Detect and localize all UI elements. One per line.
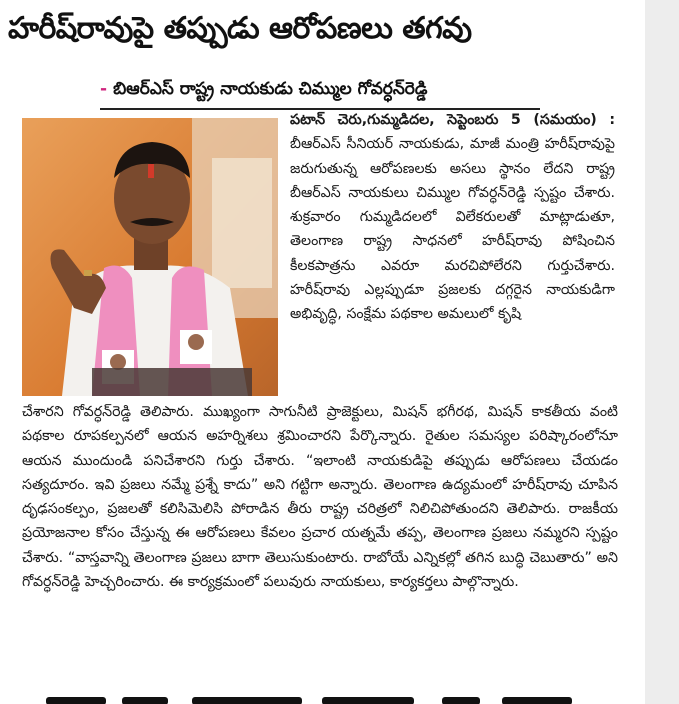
page-margin-strip xyxy=(645,0,679,704)
cropped-glyph xyxy=(122,697,168,704)
article-photo xyxy=(22,118,278,396)
cropped-glyph xyxy=(192,697,302,704)
photo-badge-face-right xyxy=(188,334,204,350)
article-body-full: చేశారని గోవర్ధన్‌రెడ్డి తెలిపారు. ముఖ్యంగా సాగునీటి ప్రాజెక్టులు, మిషన్ భగీరథ, మిషన్ కాకతీయ వంటి పథకాల రూపకల్పనలో ఆయన అహర్నిశలు శ్రమించారని పేర్కొన్నారు. రైతుల సమస్యల పరిష్కారంలోనూ ఆయన ముందుండి పనిచేశారని గుర్తు చేశారు. “ఇలాంటి నాయకుడిపై తప్పుడు ఆరోపణలు చేయడం సత్యదూరం. ఇవి ప్రజలు నమ్మే ప్రశ్నే కాదు” అని గట్టిగా అన్నారు. తెలంగాణ ఉద్యమంలో హరీష్‌రావు చూపిన దృఢసంకల్పం, ప్రజలతో కలిసిమెలిసి పోరాడిన తీరు రాష్ట్ర చరిత్రలో నిలిచిపోతుందని తెలిపారు. రాజకీయ ప్రయోజనాల కోసం చేస్తున్న ఈ ఆరోపణలు కేవలం ప్రచార యత్నమే తప్ప, తెలంగాణ ప్రజలు నమ్మరని స్పష్టం చేశారు. “వాస్తవాన్ని తెలంగాణ ప్రజలు బాగా తెలుసుకుంటారు. రాబోయే ఎన్నికల్లో తగిన బుద్ధి చెబుతారు” అని గోవర్ధన్‌రెడ్డి హెచ్చరించారు. ఈ కార్యక్రమంలో పలువురు నాయకులు, కార్యకర్తలు పాల్గొన్నారు. xyxy=(22,404,618,591)
article-headline: హరీష్‌రావుపై తప్పుడు ఆరోపణలు తగవు xyxy=(8,11,472,46)
next-headline-cropped xyxy=(22,692,618,704)
photo-ring xyxy=(84,270,92,276)
cropped-glyph xyxy=(46,697,106,704)
article-body-right: బీఆర్ఎస్ సీనియర్ నాయకుడు, మాజీ మంత్రి హరీష్‌రావుపై జరుగుతున్న ఆరోపణలకు అసలు స్థానం లేదని రాష్ట్ర బీఆర్ఎస్ నాయకులు చిమ్ముల గోవర్ధన్‌రెడ్డి స్పష్టం చేశారు. శుక్రవారం గుమ్మడిదలలో విలేకరులతో మాట్లాడుతూ, తెలంగాణ రాష్ట్ర సాధనలో హరీష్‌రావు పోషించిన కీలకపాత్రను ఎవరూ మరచిపోలేరని గుర్తుచేశారు. హరీష్‌రావు ఎల్లప్పుడూ ప్రజలకు దగ్గరైన నాయకుడిగా అభివృద్ధి, సంక్షేమ పథకాల అమలులో కృషి xyxy=(290,136,615,323)
article-subheadline xyxy=(100,74,540,110)
cropped-glyph xyxy=(442,697,480,704)
article-body-column xyxy=(290,108,615,400)
subheadline-dash: - xyxy=(100,79,108,99)
photo-window xyxy=(212,158,272,288)
photo-badge-face-left xyxy=(110,354,126,370)
subheadline-text: బిఆర్ఎస్ రాష్ట్ర నాయకుడు చిమ్ముల గోవర్ధన్‌రెడ్డి xyxy=(113,79,428,99)
portrait-photo-illustration xyxy=(22,118,278,396)
photo-tilak xyxy=(148,164,154,178)
cropped-glyph xyxy=(322,697,414,704)
cropped-glyph xyxy=(502,697,572,704)
photo-foreground-object xyxy=(92,368,252,396)
article-dateline: పటాన్ చెరు,గుమ్మడిదల, సెప్టెంబరు 5 (సమయం) : xyxy=(290,112,615,128)
